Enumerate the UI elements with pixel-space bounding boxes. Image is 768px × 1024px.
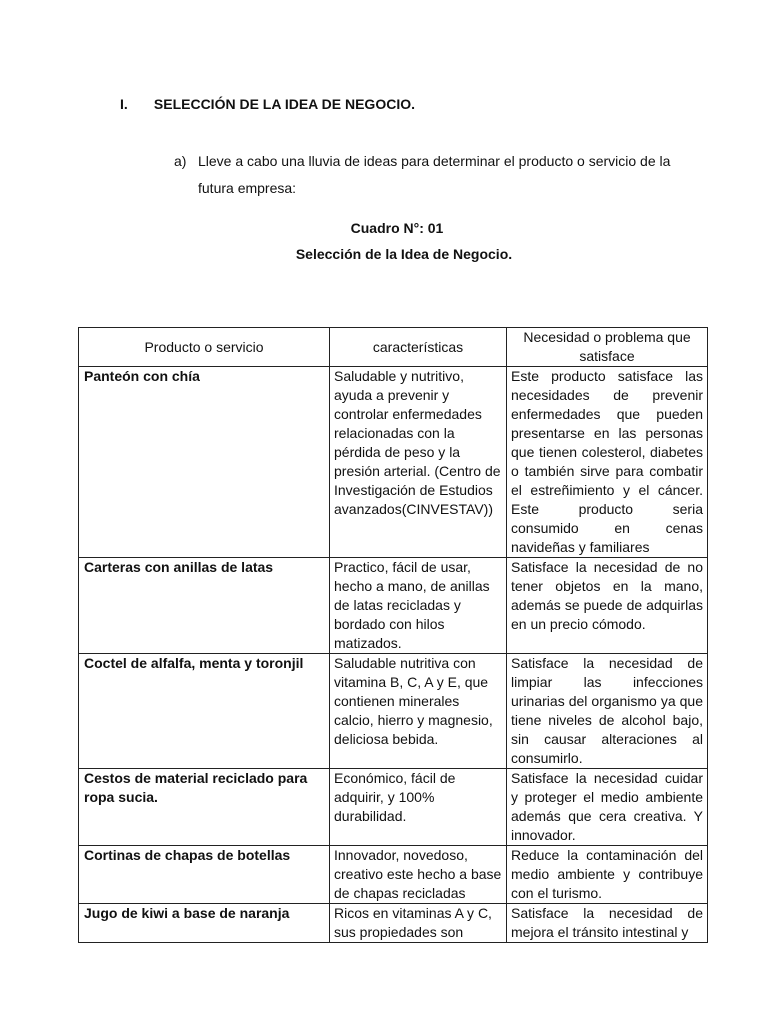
- list-item-text: Lleve a cabo una lluvia de ideas para determinar el producto o servicio de la futura empresa:: [198, 153, 671, 196]
- table-row: [79, 846, 708, 904]
- table-header-row: [79, 328, 708, 367]
- features-cell: Ricos en vitaminas A y C, sus propiedades son: [330, 904, 507, 943]
- features-cell: Saludable y nutritivo, ayuda a prevenir y controlar enfermedades relacionadas con la pérdida de peso y la presión arterial. (Centro de Investigación de Estudios avanzados(CINVESTAV)): [330, 367, 507, 558]
- header-features: características: [330, 328, 507, 367]
- features-cell: Económico, fácil de adquirir, y 100% durabilidad.: [330, 769, 507, 846]
- table-row: [79, 558, 708, 654]
- product-cell: Cortinas de chapas de botellas: [79, 846, 330, 904]
- product-cell: Carteras con anillas de latas: [79, 558, 330, 654]
- features-cell: Innovador, novedoso, creativo este hecho a base de chapas recicladas: [330, 846, 507, 904]
- list-item-a: [174, 148, 684, 202]
- table-row: [79, 367, 708, 558]
- table-title-caption: Selección de la Idea de Negocio.: [295, 246, 513, 262]
- list-marker: a): [174, 153, 187, 169]
- table-row: [79, 769, 708, 846]
- product-cell: Panteón con chía: [79, 367, 330, 558]
- header-need: Necesidad o problema que satisface: [507, 328, 708, 367]
- business-ideas-table: [78, 327, 708, 943]
- need-cell: Satisface la necesidad de no tener objetos en la mano, además se puede de adquirlas en un precio cómodo.: [507, 558, 708, 654]
- need-cell: Reduce la contaminación del medio ambiente y contribuye con el turismo.: [507, 846, 708, 904]
- features-cell: Practico, fácil de usar, hecho a mano, de anillas de latas recicladas y bordado con hilos matizados.: [330, 558, 507, 654]
- table-row: [79, 654, 708, 769]
- features-cell: Saludable nutritiva con vitamina B, C, A y E, que contienen minerales calcio, hierro y magnesio, deliciosa bebida.: [330, 654, 507, 769]
- need-cell: Satisface la necesidad cuidar y proteger el medio ambiente además que cera creativa. Y innovador.: [507, 769, 708, 846]
- header-product: Producto o servicio: [79, 328, 330, 367]
- need-cell: Este producto satisface las necesidades de prevenir enfermedades que pueden presentarse en las personas que tienen colesterol, diabetes o también sirve para combatir el estreñimiento y el cáncer. Este producto seria consumido en cenas navideñas y familiares: [507, 367, 708, 558]
- need-cell: Satisface la necesidad de limpiar las infecciones urinarias del organismo ya que tiene niveles de alcohol bajo, sin causar alteraciones al consumirlo.: [507, 654, 708, 769]
- section-title: SELECCIÓN DE LA IDEA DE NEGOCIO.: [153, 96, 415, 112]
- need-cell: Satisface la necesidad de mejora el tránsito intestinal y: [507, 904, 708, 943]
- product-cell: Jugo de kiwi a base de naranja: [79, 904, 330, 943]
- product-cell: Coctel de alfalfa, menta y toronjil: [79, 654, 330, 769]
- section-heading: [120, 96, 415, 112]
- product-cell: Cestos de material reciclado para ropa sucia.: [79, 769, 330, 846]
- section-number: I.: [120, 96, 128, 112]
- table-row: [79, 904, 708, 943]
- table-number-caption: Cuadro N°: 01: [350, 220, 444, 236]
